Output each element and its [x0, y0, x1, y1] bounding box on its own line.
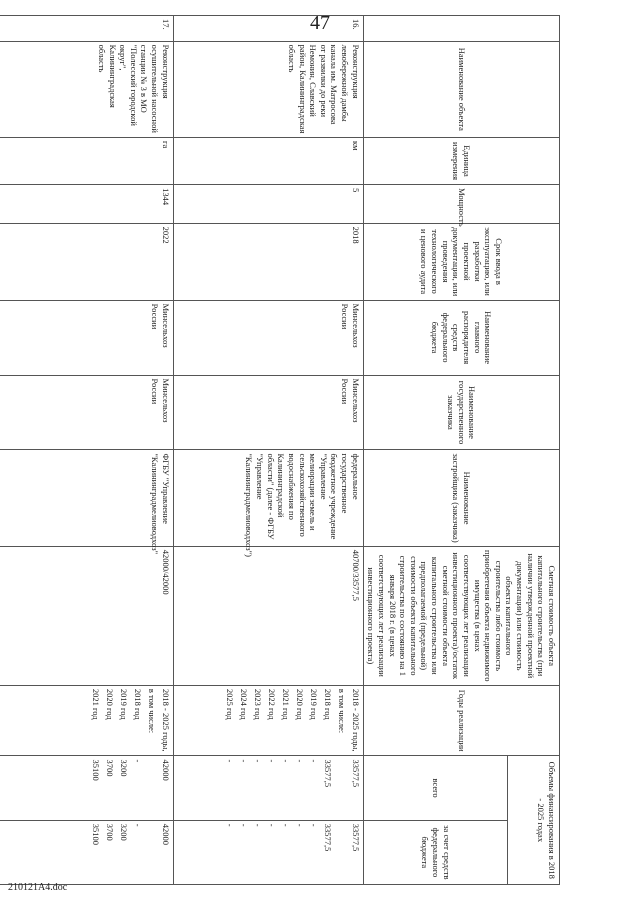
unit: га — [0, 137, 173, 184]
federal-value: 33577,5 — [322, 823, 333, 852]
header-years: Годы реализации — [363, 685, 559, 756]
total-value: 42000 — [160, 759, 171, 781]
cost: 40700/33577,5 — [173, 546, 363, 685]
header-capacity: Мощность — [363, 185, 559, 224]
header-num — [363, 16, 559, 42]
total-value: 3700 — [104, 759, 115, 777]
total-value — [333, 759, 347, 816]
federal-values — [0, 820, 173, 884]
object-name: Реконструкция левобережной дамбы канала им. Матросова от развилки до реки Немонин, Славский район, Калининградская область — [173, 41, 363, 137]
header-state-customer: Наименование государственного заказчика — [363, 375, 559, 450]
state-customer: Минсельхоз России — [173, 375, 363, 450]
year-label: в том числе: — [146, 688, 157, 734]
total-value: - — [280, 759, 291, 763]
total-value: - — [224, 759, 235, 763]
total-values — [0, 756, 173, 820]
cost: 42000/42000 — [0, 546, 173, 685]
federal-value: - — [308, 823, 319, 827]
year-label: 2018 год — [132, 688, 143, 720]
year-label: 2022 год — [266, 688, 277, 720]
rotated-table-container — [20, 15, 560, 885]
header-federal: за счет средств федерального бюджета — [363, 820, 508, 884]
federal-value: - — [132, 823, 143, 827]
total-value: 3200 — [118, 759, 129, 777]
header-unit: Единица измерения — [363, 137, 559, 184]
year-label: 2018 - 2025 годы, — [160, 688, 171, 752]
main-manager: Минсельхоз России — [173, 300, 363, 375]
total-value: 33577,5 — [322, 759, 333, 788]
federal-value: 35100 — [90, 823, 101, 845]
year-label: 2020 год — [294, 688, 305, 720]
years-list — [173, 685, 363, 756]
header-developer: Наименование застройщика (заказчика) — [363, 450, 559, 546]
total-value: - — [252, 759, 263, 763]
total-value: - — [266, 759, 277, 763]
federal-value: 3700 — [104, 823, 115, 841]
deadline: 2018 — [173, 223, 363, 300]
federal-value: - — [238, 823, 249, 827]
year-label: 2018 - 2025 годы, — [350, 688, 361, 752]
federal-value: - — [294, 823, 305, 827]
unit: км — [173, 137, 363, 184]
year-label: в том числе: — [336, 688, 347, 734]
header-name: Наименование объекта — [363, 41, 559, 137]
table-row — [0, 16, 173, 885]
investment-table — [0, 15, 560, 885]
developer: ФГБУ "Управление "Калининградмелиоводхоз" — [0, 450, 173, 546]
object-name: Реконструкция осушительной насосной станции № 3 в МО "Полесский городской округ", Калининградская область — [0, 41, 173, 137]
footer-filename: 210121A4.doc — [8, 882, 68, 893]
federal-values — [173, 820, 363, 884]
year-label: 2019 год — [308, 688, 319, 720]
federal-value: 42000 — [160, 823, 171, 845]
year-label: 2020 год — [104, 688, 115, 720]
years-list — [0, 685, 173, 756]
header-total: всего — [363, 756, 508, 820]
total-value — [143, 759, 157, 816]
row-number: 16. — [173, 16, 363, 42]
developer: федеральное государственное бюджетное учреждение "Управление мелиорации земель и сельскохозяйственного водоснабжения по Калининградской области" (далее - ФГБУ "Управление "Калининградмелиоводхоз") — [173, 450, 363, 546]
header-cost: Сметная стоимость объекта капитального строительства (при наличии утвержденной проектной документации) или стоимость объекта капитального строительства либо стоимость приобретения объекта недвижимого имущества (в ценах соответствующих лет реализации инвестиционного проекта)/остаток сметной стоимости объекта капитального строительства или предполагаемой (предельной) стоимости объекта капитального строительства по состоянию на 1 января 2018 г. (в ценах соответствующих лет реализации инвестиционного проекта) — [363, 546, 559, 685]
header-funding-group: Объемы финансирования в 2018 - 2025 годах — [508, 756, 560, 885]
year-label: 2021 год — [90, 688, 101, 720]
federal-value: 3200 — [118, 823, 129, 841]
federal-value: 33577,5 — [350, 823, 361, 852]
year-label: 2019 год — [118, 688, 129, 720]
header-deadline: Срок ввода в эксплуатацию, или разработки проектной документации, или проведения технологического и ценового аудита — [363, 223, 559, 300]
capacity: 1344 — [0, 185, 173, 224]
row-number: 17. — [0, 16, 173, 42]
main-manager: Минсельхоз России — [0, 300, 173, 375]
table-row — [173, 16, 363, 885]
state-customer: Минсельхоз России — [0, 375, 173, 450]
year-label: 2021 год — [280, 688, 291, 720]
year-label: 2025 год — [224, 688, 235, 720]
total-value: - — [238, 759, 249, 763]
total-values — [173, 756, 363, 820]
total-value: - — [308, 759, 319, 763]
total-value: 33577,5 — [350, 759, 361, 788]
deadline: 2022 — [0, 223, 173, 300]
capacity: 5 — [173, 185, 363, 224]
federal-value — [333, 824, 347, 881]
year-label: 2018 год — [322, 688, 333, 720]
year-label: 2023 год — [252, 688, 263, 720]
total-value: - — [294, 759, 305, 763]
total-value: 35100 — [90, 759, 101, 781]
year-label: 2024 год — [238, 688, 249, 720]
federal-value: - — [280, 823, 291, 827]
federal-value: - — [266, 823, 277, 827]
page-number: 47 — [310, 12, 330, 34]
federal-value: - — [252, 823, 263, 827]
federal-value: - — [224, 823, 235, 827]
total-value: - — [132, 759, 143, 763]
header-main-manager: Наименование главного распорядителя средств федерального бюджета — [363, 300, 559, 375]
federal-value — [143, 824, 157, 881]
